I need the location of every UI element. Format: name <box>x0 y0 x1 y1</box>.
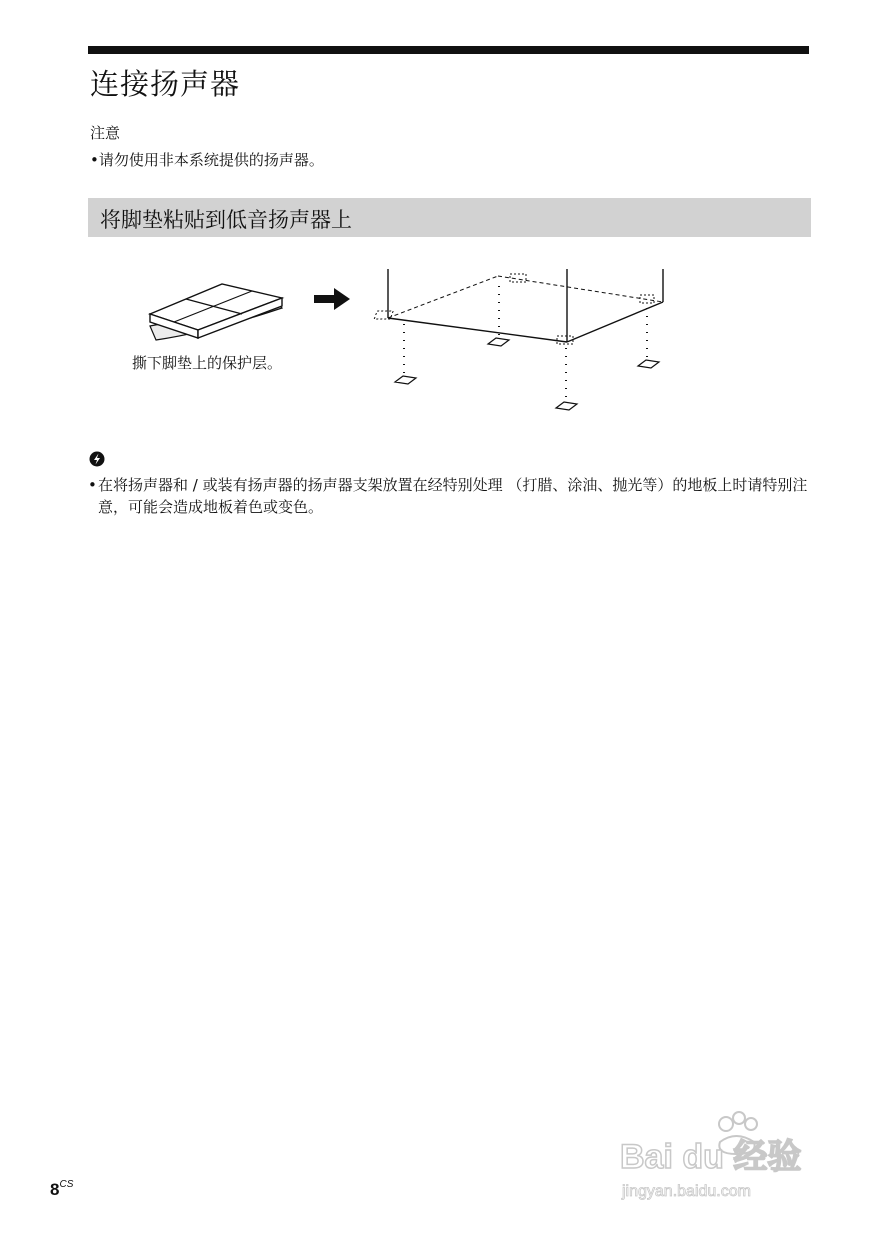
watermark-brand: Bai du 经验 <box>620 1138 802 1176</box>
page-number-value: 8 <box>50 1180 60 1199</box>
loose-pad <box>395 376 416 384</box>
loose-pad <box>488 338 509 346</box>
baidu-watermark <box>608 1104 828 1204</box>
note-heading: 注意 <box>90 124 121 142</box>
page-number <box>50 1179 73 1200</box>
caution-bullet: • <box>88 476 97 494</box>
loose-pad <box>556 402 577 410</box>
page-title: 连接扬声器 <box>90 67 241 101</box>
illustration-caption: 撕下脚垫上的保护层。 <box>132 354 283 372</box>
section-header <box>88 198 811 237</box>
page-number-suffix: CS <box>59 1179 74 1190</box>
note-item: •请勿使用非本系统提供的扬声器。 <box>90 151 324 169</box>
loose-pad <box>638 360 659 368</box>
right-arrow-icon <box>314 288 350 310</box>
caution-body: 在将扬声器和 / 或装有扬声器的扬声器支架放置在经特别处理 （打腊、涂油、抛光等）的地板上时请特别注意，可能会造成地板着色或变色。 <box>98 476 808 516</box>
caution-text <box>88 474 813 518</box>
foot-pad-illustration <box>120 262 680 422</box>
top-rule <box>88 46 809 54</box>
section-title: 将脚垫粘贴到低音扬声器上 <box>100 208 352 232</box>
caution-icon <box>89 451 105 467</box>
watermark-url: jingyan.baidu.com <box>622 1183 751 1200</box>
